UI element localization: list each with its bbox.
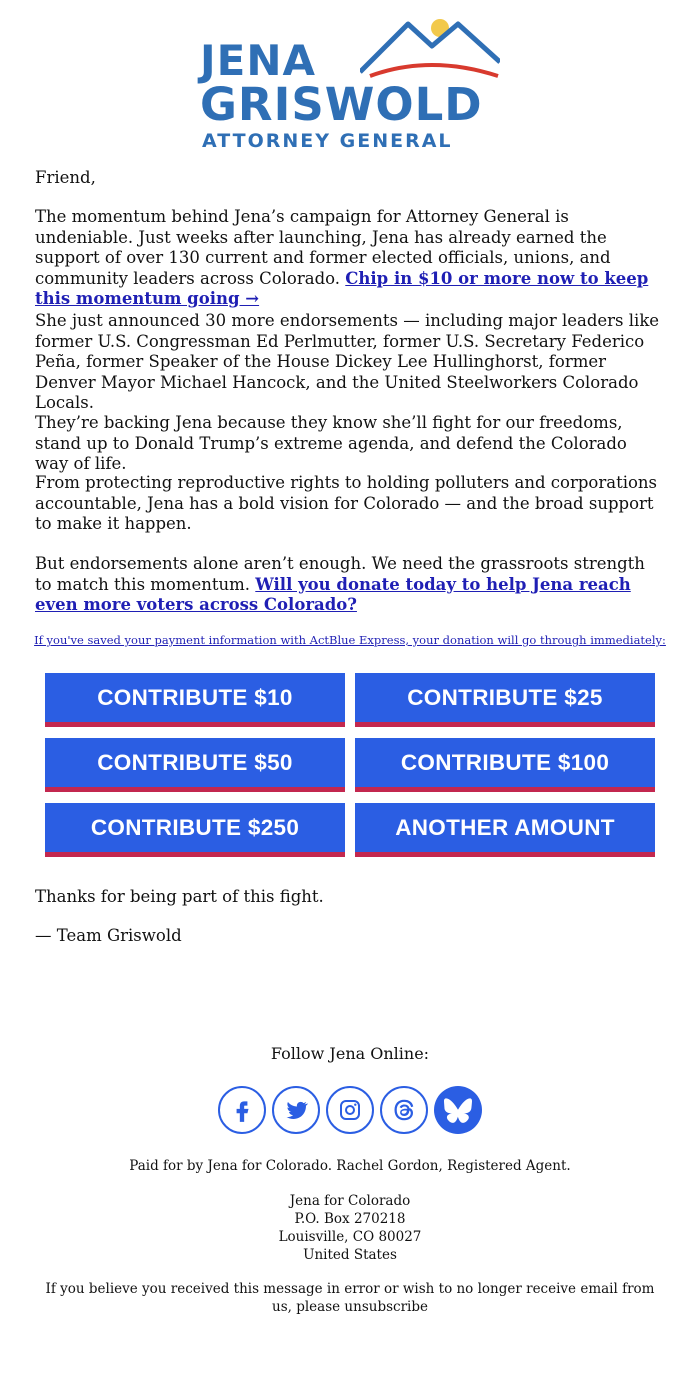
chip-in-link[interactable]: Chip in $10 or more now to keep this momentum going → <box>35 268 649 308</box>
paragraph-grassroots-text: But endorsements alone aren’t enough. We need the grassroots strength to match this momentum. <box>35 554 645 594</box>
paid-for-disclaimer: Paid for by Jena for Colorado. Rachel Gordon, Registered Agent. <box>129 1158 571 1174</box>
twitter-icon[interactable] <box>272 1086 320 1134</box>
paragraph-grassroots <box>35 554 665 616</box>
address-country: United States <box>303 1247 397 1263</box>
signoff: — Team Griswold <box>35 926 182 945</box>
contribute-100-button[interactable]: CONTRIBUTE $100 <box>355 738 655 792</box>
mountains-icon <box>360 14 500 84</box>
bluesky-icon[interactable] <box>434 1086 482 1134</box>
contribute-25-button[interactable]: CONTRIBUTE $25 <box>355 673 655 727</box>
facebook-icon[interactable] <box>218 1086 266 1134</box>
mailing-address <box>0 1192 700 1264</box>
threads-icon[interactable] <box>380 1086 428 1134</box>
social-links <box>218 1086 482 1138</box>
thanks-line: Thanks for being part of this fight. <box>35 887 324 906</box>
contribute-250-button[interactable]: CONTRIBUTE $250 <box>45 803 345 857</box>
address-po-box: P.O. Box 270218 <box>294 1211 406 1227</box>
paragraph-momentum-text: The momentum behind Jena’s campaign for Attorney General is undeniable. Just weeks after launching, Jena has already earned the support of over 130 current and former elected officials, unions, and community leaders across Colorado. <box>35 207 611 288</box>
contribute-10-button[interactable]: CONTRIBUTE $10 <box>45 673 345 727</box>
paragraph-vision: From protecting reproductive rights to holding polluters and corporations accountable, Jena has a bold vision for Colorado — and the broad support to make it happen. <box>35 473 658 533</box>
logo-name-first: JENA <box>200 36 316 85</box>
contribute-50-button[interactable]: CONTRIBUTE $50 <box>45 738 345 792</box>
paragraph-momentum <box>35 207 665 310</box>
address-city: Louisville, CO 80027 <box>278 1229 422 1245</box>
logo-name-last: GRISWOLD <box>200 78 483 131</box>
another-amount-button[interactable]: ANOTHER AMOUNT <box>355 803 655 857</box>
address-org: Jena for Colorado <box>289 1193 411 1209</box>
follow-heading: Follow Jena Online: <box>270 1044 430 1063</box>
instagram-icon[interactable] <box>326 1086 374 1134</box>
greeting: Friend, <box>35 168 96 187</box>
actblue-express-note[interactable]: If you've saved your payment information with ActBlue Express, your donation will go through immediately: <box>34 633 666 647</box>
donate-today-link[interactable]: Will you donate today to help Jena reach even more voters across Colorado? <box>35 574 631 614</box>
campaign-logo <box>190 14 510 154</box>
paragraph-backing: They’re backing Jena because they know she’ll fight for our freedoms, stand up to Donald Trump’s extreme agenda, and defend the Colorado way of life. <box>35 413 627 473</box>
paragraph-endorsements: She just announced 30 more endorsements — including major leaders like former U.S. Congressman Ed Perlmutter, former U.S. Secretary Federico Peña, former Speaker of the House Dickey Lee Hullinghorst, former Denver Mayor Michael Hancock, and the United Steelworkers Colorado Locals. <box>35 311 660 412</box>
logo-office: ATTORNEY GENERAL <box>202 130 453 152</box>
unsubscribe-notice[interactable]: If you believe you received this message in error or wish to no longer receive email from us, please unsubscribe <box>45 1281 655 1315</box>
